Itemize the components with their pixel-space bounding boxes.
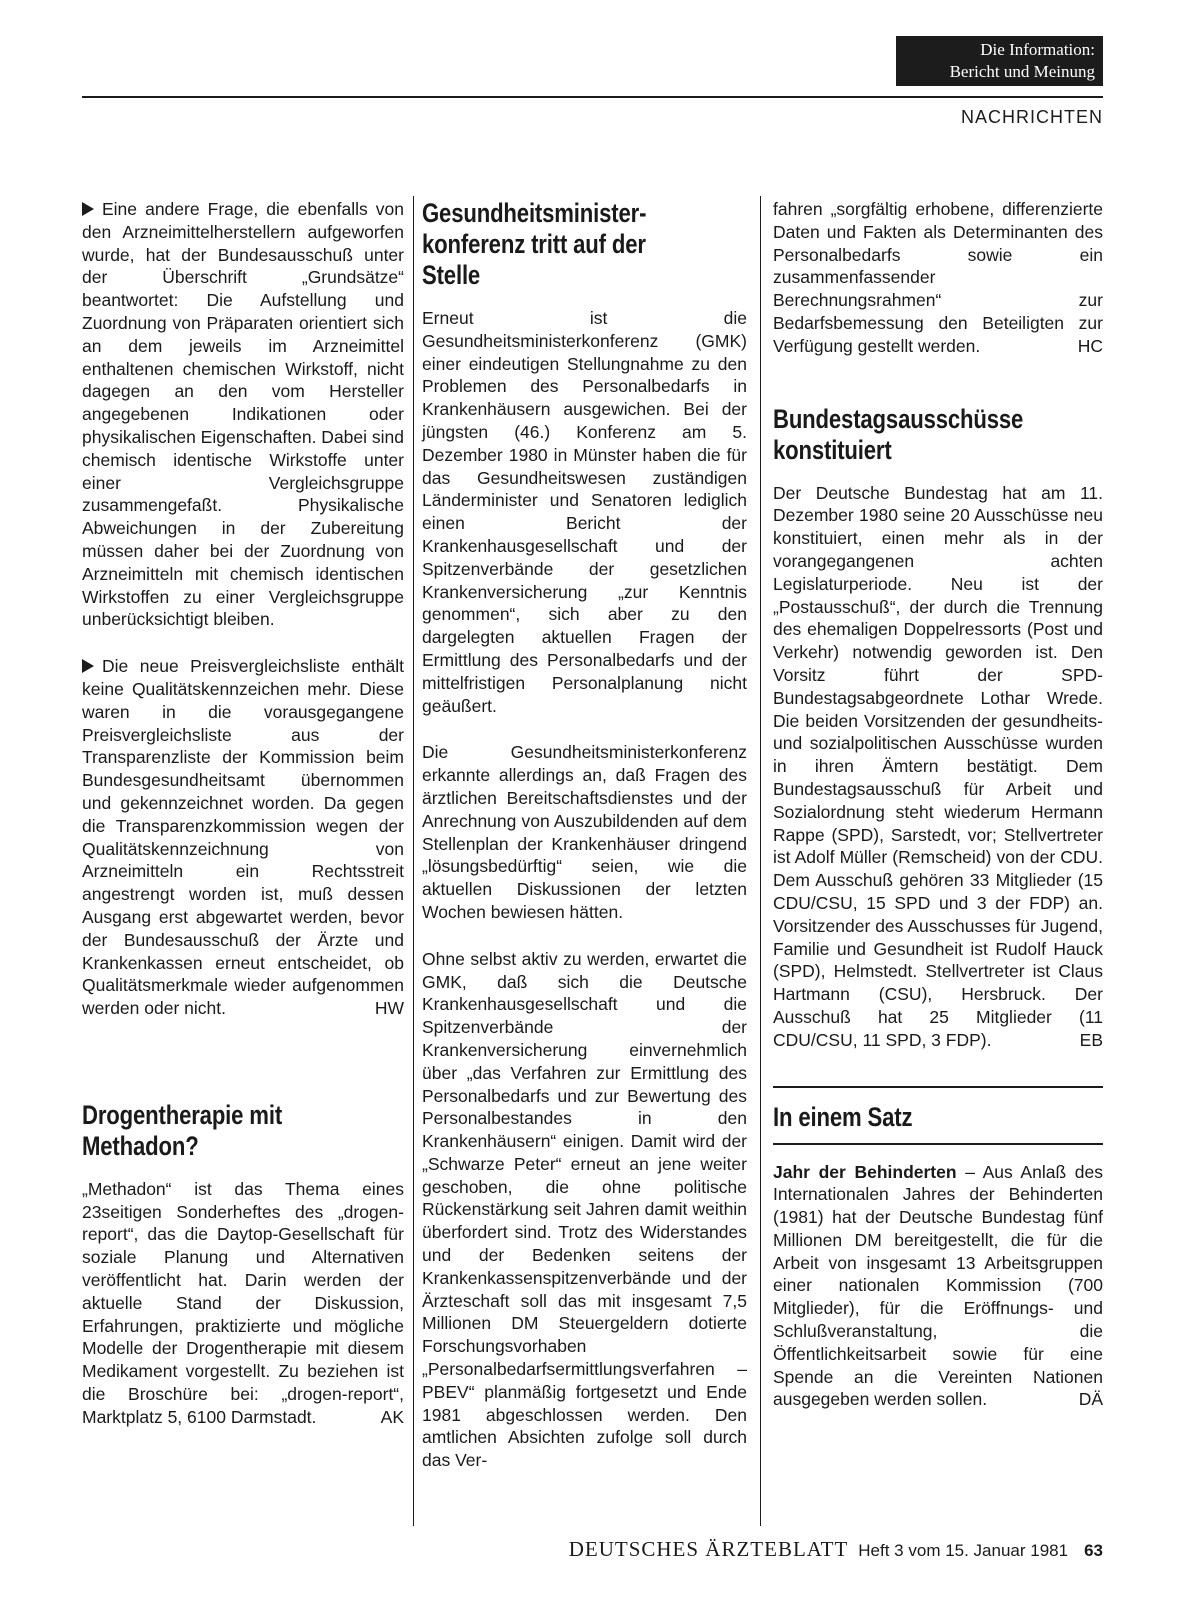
department-line-2: Bericht und Meinung [949, 62, 1095, 81]
section-headline: In einem Satz [773, 1101, 913, 1132]
article-paragraph: Ohne selbst aktiv zu werden, erwartet die GMK, daß sich die Deutsche Krankenhausgesellschaft und die Spitzenverbände der Krankenversicherung einvernehmlich über „das Verfahren zur Ermittlung des Personalbedarfs und zur Bewertung des Personalbestandes in den Krankenhäusern“ einigen. Damit wird der „Schwarze Peter“ erneut an jene weiter geschoben, die ohne politische Rückenstärkung seit Jahren damit weithin überfordert sind. Trotz des Widerstandes und der Bedenken seitens der Krankenkassenspitzenverbände und der Ärzteschaft soll das mit insgesamt 7,5 Millionen DM Steuergeldern dotierte Forschungsvorhaben „Personalbedarfsermittlungsverfahren – PBEV“ planmäßig fortgesetzt und Ende 1981 abgeschlossen werden. Den amtlichen Absichten zufolge soll durch das Ver- [422, 948, 747, 1471]
journal-name: DEUTSCHES ÄRZTEBLATT [568, 1537, 849, 1561]
article-paragraph: Die neue Preisvergleichsliste enthält keine Qualitätskennzeichen mehr. Diese waren in die vorausgegangene Preisvergleichsliste aus der Transparenzliste der Kommission beim Bundesgesundheitsamt übernommen und gekennzeichnet worden. Da gegen die Transparenzkommission wegen der Qualitätskennzeichnung von Arzneimitteln ein Rechtsstreit angestrengt worden ist, muß dessen Ausgang erst abgewartet werden, bevor der Bundesausschuß der Ärzte und Krankenkassen erneut entscheidet, ob Qualitätsmerkmale wieder aufgenommen werden oder nicht. HW [82, 656, 404, 1019]
column-3 [773, 198, 1103, 1525]
author-initials: AK [380, 1406, 404, 1427]
article-paragraph: Jahr der Behinderten – Aus Anlaß des Internationalen Jahres der Behinderten (1981) hat der Deutsche Bundestag fünf Millionen DM bereitgestellt, die für die Arbeit von insgesamt 13 Arbeitsgruppen einer nationalen Kommission (700 Mitglieder), für die Eröffnungs- und Schlußveranstaltung, die Öffentlichkeitsarbeit sowie für eine Spende an die Vereinten Nationen ausgegeben werden sollen. DÄ [773, 1161, 1103, 1410]
section-rule [773, 1143, 1103, 1145]
department-box [896, 36, 1103, 86]
triangle-bullet-icon [82, 659, 94, 673]
author-initials: DÄ [1078, 1389, 1103, 1410]
column-1 [82, 198, 404, 1525]
article-headline: Bundestagsausschüsse konstituiert [773, 403, 1024, 465]
article-paragraph: Der Deutsche Bundestag hat am 11. Dezember 1980 seine 20 Ausschüsse neu konstituiert, einen mehr als in der vorangegangenen achten Legislaturperiode. Neu ist der „Postausschuß“, der durch die Trennung des ehemaligen Doppelressorts (Post und Verkehr) notwendig geworden ist. Den Vorsitz führt der SPD-Bundestagsabgeordnete Lothar Wrede. Die beiden Vorsitzenden der gesundheits- und sozialpolitischen Ausschüsse wurden in ihren Ämtern bestätigt. Dem Bundestagsausschuß für Arbeit und Sozialordnung steht wiederum Hermann Rappe (SPD), Sarstedt, vor; Stellvertreter ist Adolf Müller (Remscheid) von der CDU. Dem Ausschuß gehören 33 Mitglieder (15 CDU/CSU, 15 SPD und 3 der FDP) an. Vorsitzender des Ausschusses für Jugend, Familie und Gesundheit ist Rudolf Hauck (SPD), Helmstedt. Stellvertreter ist Claus Hartmann (CSU), Hersbruck. Der Ausschuß hat 25 Mitglieder (11 CDU/CSU, 11 SPD, 3 FDP). EB [773, 482, 1103, 1050]
column-divider-2 [760, 196, 761, 1526]
author-initials: HW [374, 998, 404, 1019]
article-headline: Drogentherapie mit Methadon? [82, 1099, 283, 1161]
article-paragraph: „Methadon“ ist das Thema eines 23seitigen Sonderheftes des „drogen-report“, das die Daytop-Gesellschaft für soziale Planung und Alternativen veröffentlicht hat. Darin werden der aktuelle Stand der Diskussion, Erfahrungen, praktizierte und mögliche Modelle der Drogentherapie mit diesem Medikament vorgestellt. Zu beziehen ist die Broschüre bei: „drogen-report“, Marktplatz 5, 6100 Darmstadt. AK [82, 1178, 404, 1427]
article-paragraph: Erneut ist die Gesundheitsministerkonferenz (GMK) einer eindeutigen Stellungnahme zu den Problemen des Personalbedarfs in Krankenhäusern ausgewichen. Bei der jüngsten (46.) Konferenz am 5. Dezember 1980 in Münster haben die für das Gesundheitswesen zuständigen Länderminister und Senatoren lediglich einen Bericht der Krankenhausgesellschaft und der Spitzenverbände der gesetzlichen Krankenversicherung „zur Kenntnis genommen“, sich aber zu den dargelegten aktuellen Fragen der Ermittlung des Personalbedarfs und der mittelfristigen Personalplanung nicht geäußert. [422, 308, 747, 716]
page-footer [459, 1537, 1103, 1562]
header-rule [82, 96, 1103, 98]
article-paragraph: Eine andere Frage, die ebenfalls von den Arzneimittelherstellern aufgeworfen wurde, hat der Bundesausschuß unter der Überschrift „Grundsätze“ beantwortet: Die Aufstellung und Zuordnung von Präparaten orientiert sich an dem jeweils im Arzneimittel enthaltenen chemischen Wirkstoff, nicht dagegen an den vom Hersteller angegebenen Indikationen oder physikalischen Eigenschaften. Dabei sind chemisch identische Wirkstoffe unter einer Vergleichsgruppe zusammengefaßt. Physikalische Abweichungen in der Zubereitung müssen daher bei der Zuordnung von Arzneimitteln mit chemisch identischen Wirkstoffen zu einer Vergleichsgruppe unberücksichtigt bleiben. [82, 199, 404, 630]
issue-info: Heft 3 vom 15. Januar 1981 [858, 1541, 1069, 1560]
brief-lead: Jahr der Behinderten [773, 1161, 957, 1182]
triangle-bullet-icon [82, 202, 94, 216]
article-paragraph: fahren „sorgfältig erhobene, differenzierte Daten und Fakten als Determinanten des Personalbedarfs sowie ein zusammenfassender Berechnungsrahmen“ zur Bedarfsbemessung den Beteiligten zur Verfügung gestellt werden. HC [773, 199, 1103, 356]
author-initials: HC [1077, 335, 1103, 356]
section-rule [773, 1086, 1103, 1088]
department-line-1: Die Information: [980, 40, 1095, 59]
column-divider-1 [413, 196, 414, 1526]
page-number: 63 [1084, 1541, 1103, 1560]
column-2 [422, 198, 747, 1525]
author-initials: EB [1079, 1029, 1103, 1050]
article-paragraph: Die Gesundheitsministerkonferenz erkannte allerdings an, daß Fragen des ärztlichen Bereitschaftsdienstes und der Anrechnung von Auszubildenden auf dem Stellenplan der Krankenhäuser dringend „lösungsbedürftig“ seien, wie die aktuellen Diskussionen der letzten Wochen bewiesen hätten. [422, 742, 747, 922]
section-label: NACHRICHTEN [960, 107, 1103, 127]
article-headline: Gesundheitsminister-konferenz tritt auf der Stelle [422, 198, 647, 290]
